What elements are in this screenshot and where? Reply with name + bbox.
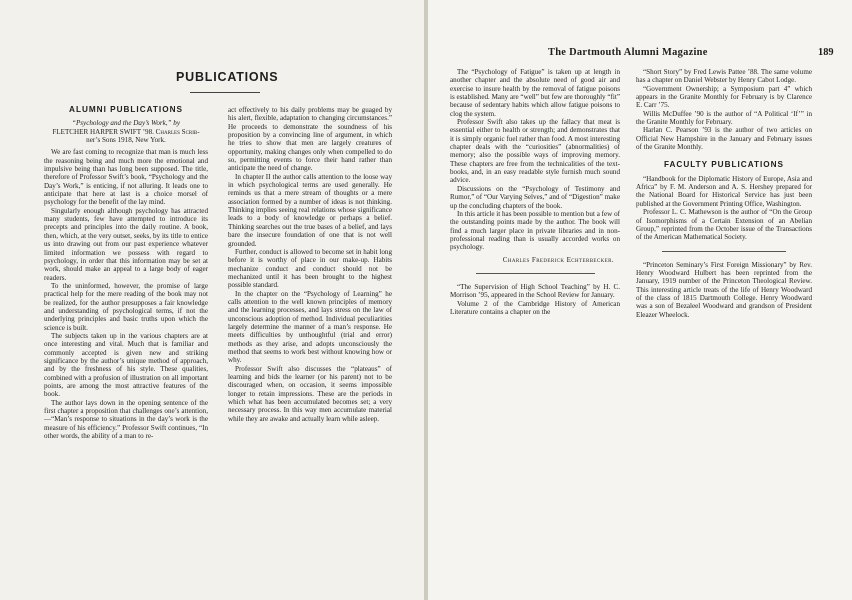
paragraph: Professor L. C. Mathewson is the author of “On the Group of Isomorphisms of a Certain Extension of an Abelian Group,” reprinted from the October issue of the Transactions of the American Mathematical Society. [636,208,812,242]
section-title: PUBLICATIONS [176,70,279,84]
review-signature: Charles Frederick Echterbecker. [502,255,614,264]
paragraph: Further, conduct is allowed to become set in habit long before it is worthy of place in our make-up. Habits mechanize conduct and conduct should not be mechanized until it has been brought to the highest possible standard. [228,247,392,290]
paragraph: In this article it has been possible to mention but a few of the outstanding points made by the author. The book will find a much larger place in private libraries and in non-professional reading than is usually accorded works on psychology. [450,209,620,252]
paragraph: “The Supervision of High School Teaching” by H. C. Morrison ’95, appeared in the School Review for January. [450,282,620,300]
paragraph: “Handbook for the Diplomatic History of Europe, Asia and Africa” by F. M. Anderson and A. S. Hershey prepared for the National Board for Historical Service has just been published at the Government Printing Office, Washington. [636,174,812,208]
paragraph: In the chapter on the “Psychology of Learning” he calls attention to the well known principles of memory and the learning processes, and lays stress on the law of unconscious adoption of method. Individual peculiarities largely determine the manner of a man’s response. He meets difficulties by unthoughtful (trial and error) methods as they arise, and adopts unconsciously the method that seems to work best without knowing how or why. [228,289,392,365]
paragraph: We are fast coming to recognize that man is much less the reasoning being and much more the emotional and impulsive being than has long been supposed. The title, therefore of Professor Swift’s book, “Psychology and the Day’s Work,” is enticing, if not alluring. It leads one to anticipate that here at last is a choice morsel of psychology for the benefit of the lay mind. [44,148,208,207]
paragraph: Professor Swift also takes up the fallacy that meat is essential either to health or strength; and demonstrates that it is simply organic fuel rather than food. A most interesting chapter deals with the “curiosities” (abnormalities) of memory; also the possible ways of improving memory. These chapters are free from the technicalities of the text-books, and, in an easy readable style furnish much sound advice. [450,118,620,185]
paragraph: Harlan C. Pearson ’93 is the author of two articles on Official New Hampshire in the January and February issues of the Granite Monthly. [636,126,812,152]
paragraph: act effectively to his daily problems may be guaged by his alert, flexible, adaptation to changing circumstances.” He proceeds to demonstrate the soundness of his proposition by a convincing line of argument, in which he tries to show that men are largely creatures of opportunity, making changes only when compelled to do so, permitting events to force their hand rather than anticipate the need of change. [228,106,392,173]
paragraph: The author lays down in the opening sentence of the first chapter a proposition that challenges one’s attention,—“Man’s response to situations in the day’s work is the measure of his efficiency.” Professor Swift continues, “In other words, the ability of a man to re- [44,398,208,441]
paragraph: Singularly enough although psychology has attracted many students, few have attempted to introduce its precepts and principles into the daily routine. A book, then, which, at the very outset, seeks, by its title to entice us into drawing out from our past experience whatever limited information we possess with regard to psychology, in order that this information may be set at work, should make an appeal to a large body of eager readers. [44,206,208,282]
paragraph: Professor Swift also discusses the “plateaus” of learning and bids the learner (or his parent) not to be discouraged when, on occasion, it seems impossible longer to retain impressions. These are the periods in which what has been accumulated becomes set; a very necessary process. In this way men accumulate material while they are awake and actually learn while asleep. [228,364,392,423]
paragraph: The “Psychology of Fatigue” is taken up at length in another chapter and the absolute need of good air and exercise to insure health by the removal of fatigue poisons is established. Many are “well” but few are thoroughly “fit” because of sedentary habits which allow fatigue poisons to clog the system. [450,68,620,118]
paragraph: Volume 2 of the Cambridge History of American Literature contains a chapter on the [450,299,620,316]
running-head: The Dartmouth Alumni Magazine [548,47,708,58]
citation-line: FLETCHER HARPER SWIFT ’98. Charles Scrib- [52,127,200,136]
paragraph: The subjects taken up in the various chapters are at once interesting and vital. Much that is familiar and commonly accepted is given new and striking significance by the author’s unique method of approach, and by the freshness of his style. These qualities, combined with a profusion of illustration on all important points, are among the most attractive features of the book. [44,331,208,399]
page-number: 189 [818,47,834,58]
left-column-1 [44,106,208,440]
citation-line: “Psychology and the Day’s Work,” by [72,119,180,128]
left-column-2 [228,106,392,423]
left-page [0,0,424,600]
right-column-2 [636,68,812,319]
section-rule [476,273,595,274]
paragraph: Willis McDuffee ’90 is the author of “A Political ‘If’” in the Granite Monthly for February. [636,109,812,127]
paragraph: “Government Ownership; a Symposium part 4” which appears in the Granite Monthly for February is by Clarence E. Carr ’75. [636,84,812,110]
paragraph: To the uninformed, however, the promise of large practical help for the mere reading of the book may not be realized, for the author presupposes a fair knowledge and understanding of psychological terms, if not the underlying principles and basic truths upon which the science is built. [44,281,208,332]
alumni-publications-heading: ALUMNI PUBLICATIONS [69,105,183,114]
paragraph: “Short Story” by Fred Lewis Pattee ’88. The same volume has a chapter on Daniel Webster by Henry Cabot Lodge. [636,68,812,85]
faculty-publications-heading: FACULTY PUBLICATIONS [663,160,785,170]
citation-line: ner’s Sons 1918, New York. [86,136,166,145]
paragraph: In chapter II the author calls attention to the loose way in which psychological terms are used generally. He reminds us that a mere stream of thoughts or a mere association formed by a number of ideas is not thinking. Thinking implies seeing real relations whose significance leads to a body of knowledge or perhaps a belief. Thinking searches out the true bases of a belief, and lays bare the insecure foundation of one that is not well grounded. [228,172,392,248]
paragraph: Discussions on the “Psychology of Testimony and Rumor,” of “Our Varying Selves,” and of “Digestion” make up the concluding chapters of the book. [450,184,620,210]
right-page [428,0,852,600]
paragraph: “Princeton Seminary’s First Foreign Missionary” by Rev. Henry Woodward Hulbert has been reprinted from the January, 1919 number of the Princeton Theological Review. This interesting article treats of the life of Henry Woodward of the class of 1815 Dartmouth College. Henry Woodward was a son of Bezaleel Woodward and grandson of President Eleazer Wheelock. [636,260,812,319]
section-rule [662,251,785,252]
right-column-1 [450,68,620,316]
title-rule [190,92,260,93]
